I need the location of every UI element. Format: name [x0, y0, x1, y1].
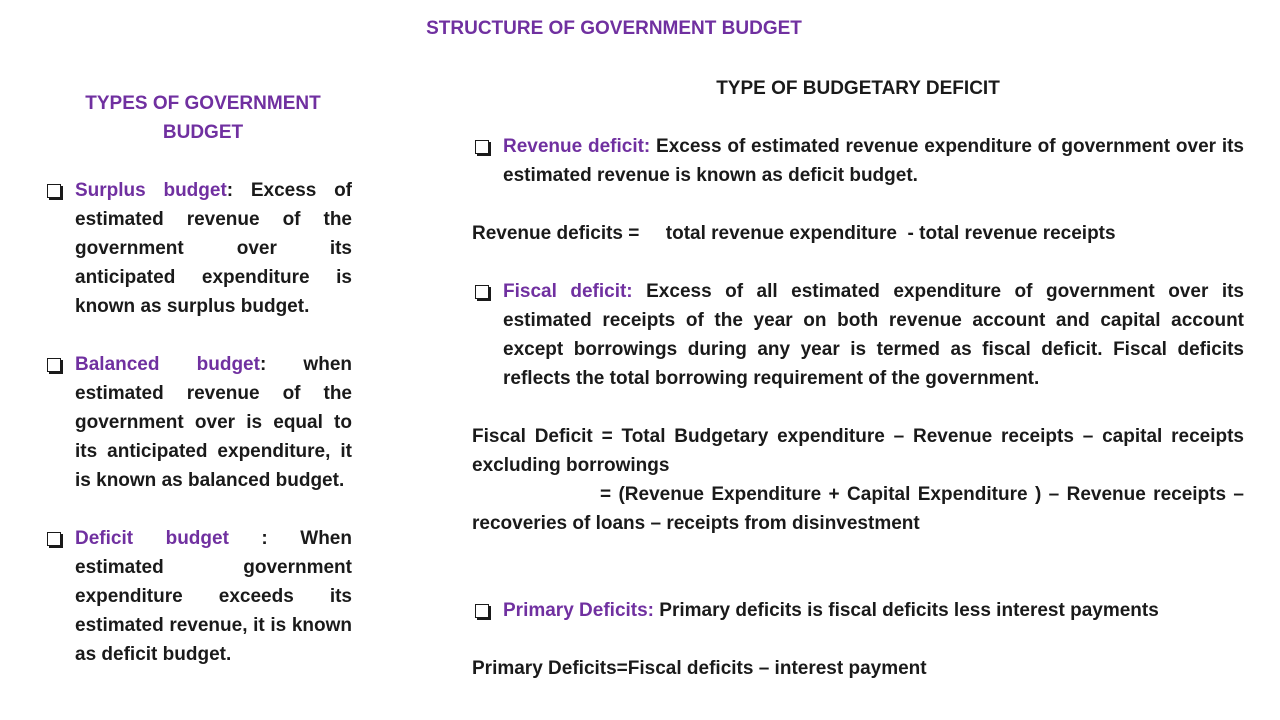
- fiscal-deficit-formula-1: Fiscal Deficit = Total Budgetary expenditure – Revenue receipts – capital receipts excluding borrowings: [472, 426, 1244, 476]
- fiscal-deficit-formula-2: = (Revenue Expenditure + Capital Expenditure ) – Revenue receipts – recoveries of loans – receipts from disinvestment: [472, 484, 1244, 534]
- revenue-deficit-term: Revenue deficit:: [503, 136, 651, 157]
- page-title: STRUCTURE OF GOVERNMENT BUDGET: [426, 18, 802, 39]
- revenue-deficit-item: [472, 132, 1244, 190]
- revenue-deficit-formula: Revenue deficits = total revenue expenditure - total revenue receipts: [472, 223, 1116, 244]
- primary-deficit-term: Primary Deficits:: [503, 600, 655, 621]
- balanced-budget-item: [44, 350, 352, 495]
- fiscal-deficit-text: Excess of all estimated expenditure of government over its estimated receipts of the year on both revenue account and capital account except borrowings during any year is termed as fiscal deficit. Fiscal deficits reflects the total borrowing requirement of the government.: [503, 281, 1244, 389]
- deficit-budget-item: [44, 524, 352, 669]
- deficit-budget-text: : When estimated government expenditure exceeds its estimated revenue, it is known as deficit budget.: [75, 528, 352, 665]
- deficit-budget-term: Deficit budget: [75, 528, 229, 549]
- deficit-types-heading: TYPE OF BUDGETARY DEFICIT: [716, 78, 1000, 99]
- primary-deficit-text: Primary deficits is fiscal deficits less interest payments: [654, 600, 1159, 621]
- checkbox-bullet-icon: [47, 358, 61, 372]
- surplus-budget-item: [44, 176, 352, 321]
- checkbox-bullet-icon: [475, 140, 489, 154]
- checkbox-bullet-icon: [475, 285, 489, 299]
- surplus-budget-term: Surplus budget: [75, 180, 227, 201]
- types-heading: TYPES OF GOVERNMENT BUDGET: [85, 93, 321, 143]
- primary-deficit-item: [472, 596, 1244, 625]
- fiscal-deficit-item: [472, 277, 1244, 393]
- checkbox-bullet-icon: [475, 604, 489, 618]
- budgetary-deficit-column: [472, 74, 1244, 683]
- revenue-deficit-text: Excess of estimated revenue expenditure of government over its estimated revenue is known as deficit budget.: [503, 136, 1244, 186]
- checkbox-bullet-icon: [47, 532, 61, 546]
- fiscal-deficit-term: Fiscal deficit:: [503, 281, 633, 302]
- balanced-budget-text: : when estimated revenue of the government over is equal to its anticipated expenditure, it is known as balanced budget.: [75, 354, 352, 491]
- surplus-budget-text: : Excess of estimated revenue of the government over its anticipated expenditure is known as surplus budget.: [75, 180, 353, 317]
- types-of-budget-column: [44, 89, 352, 698]
- checkbox-bullet-icon: [47, 184, 61, 198]
- primary-deficit-formula: Primary Deficits=Fiscal deficits – interest payment: [472, 658, 927, 679]
- balanced-budget-term: Balanced budget: [75, 354, 260, 375]
